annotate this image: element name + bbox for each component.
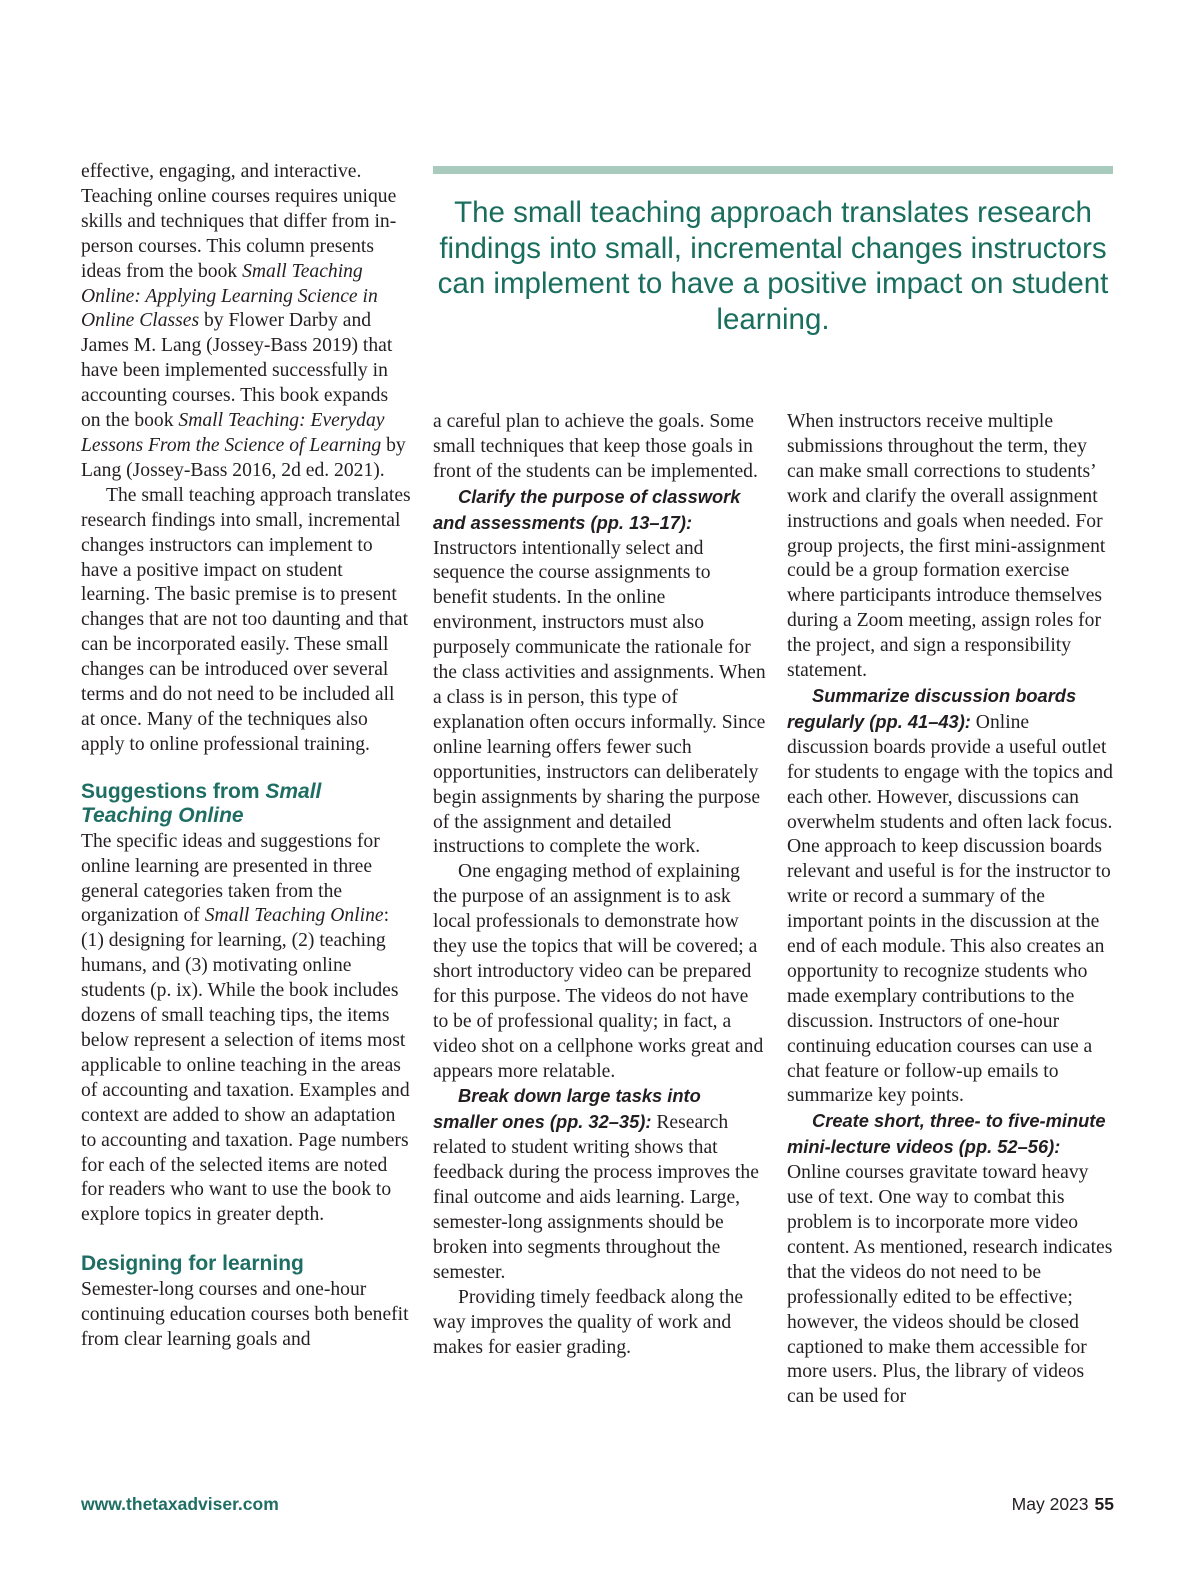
- body-paragraph: [433, 1084, 766, 1285]
- text: Research related to student writing shows that feedback during the process improves the final outcome and aids learning. Large, semester-long assignments should be broken into segments throughout the semester.: [433, 1112, 759, 1283]
- page-number: 55: [1094, 1494, 1114, 1514]
- text: Online discussion boards provide a useful outlet for students to engage with the topics and each other. However, discussions can overwhelm students and often lack focus. One approach to keep discussion boards relevant and useful is for the instructor to write or record a summary of the important points in the discussion at the end of each module. This also creates an opportunity to recognize students who made exemplary contributions to the discussion. Instructors of one-hour continuing education courses can use a chat feature or follow-up emails to summarize key points.: [787, 711, 1113, 1107]
- section-heading: [81, 780, 411, 828]
- body-paragraph: [433, 485, 766, 861]
- text: : (1) designing for learning, (2) teaching humans, and (3) motivating online students (p. ix). While the book includes dozens of small teaching tips, the items below represent a selection of items most applicable to online teaching in the areas of accounting and taxation. Examples and context are added to show an adaptation to accounting and taxation. Page numbers for each of the selected items are noted for readers who want to use the book to explore topics in greater depth.: [81, 905, 410, 1226]
- section-heading: Designing for learning: [81, 1252, 304, 1276]
- body-paragraph: When instructors receive multiple submissions throughout the term, they can make small corrections to students’ work and clarify the overall assignment instructions and goals when needed. For group projects, the first mini-assignment could be a group formation exercise where participants introduce themselves during a Zoom meeting, assign roles for the project, and sign a responsibility statement.: [787, 411, 1106, 682]
- text: Online courses gravitate toward heavy use of text. One way to combat this problem is to incorporate more video content. As mentioned, research indicates that the videos do not need to be professionally edited to be effective; however, the videos should be closed captioned to make them accessible for more users. Plus, the library of videos can be used for: [787, 1162, 1113, 1408]
- column-2: [433, 410, 766, 1360]
- footer-date-page: [1012, 1494, 1114, 1515]
- book-title: Small Teaching: Everyday Lessons From the Science of Learning: [81, 410, 385, 456]
- run-in-heading: Break down large tasks into smaller ones (pp. 32–35):: [433, 1085, 701, 1133]
- pull-quote-rule: [433, 166, 1113, 174]
- run-in-heading: Summarize discussion boards regularly (pp. 41–43):: [787, 684, 1077, 732]
- text: by Flower Darby and James M. Lang (Jossey-Bass 2019) that have been implemented successfully in accounting courses. This book expands on the book: [81, 310, 393, 432]
- body-paragraph: [787, 1109, 1113, 1410]
- body-paragraph: The small teaching approach translates research findings into small, incremental changes instructors can implement to have a positive impact on student learning. The basic premise is to present changes that are not too daunting and that can be incorporated easily. These small changes can be introduced over several terms and do not need to be included all at once. Many of the techniques also apply to online professional training.: [81, 484, 411, 755]
- body-paragraph: [787, 684, 1113, 1109]
- pull-quote: The small teaching approach translates research findings into small, incremental changes instructors can implement to have a positive impact on student learning.: [437, 196, 1109, 336]
- body-paragraph: Providing timely feedback along the way improves the quality of work and makes for easier grading.: [433, 1286, 744, 1358]
- run-in-heading: Clarify the purpose of classwork and assessments (pp. 13–17):: [433, 485, 741, 533]
- body-paragraph: [81, 830, 411, 1229]
- issue-date: May 2023: [1011, 1494, 1089, 1514]
- run-in-heading: Create short, three- to five-minute mini-lecture videos (pp. 52–56):: [787, 1110, 1106, 1158]
- text: The specific ideas and suggestions for online learning are presented in three general categories taken from the organization of: [81, 830, 380, 927]
- body-paragraph: Semester-long courses and one-hour continuing education courses both benefit from clear learning goals and: [81, 1279, 409, 1351]
- column-1: [81, 160, 411, 1353]
- text: Instructors intentionally select and sequence the course assignments to benefit students. In the online environment, instructors must also purposely communicate the rationale for the class activities and assignments. When a class is in person, this type of explanation often occurs informally. Since online learning offers fewer such opportunities, instructors can deliberately begin assignments by sharing the purpose of the assignment and detailed instructions to complete the work.: [433, 537, 766, 858]
- text: effective, engaging, and interactive. Teaching online courses requires unique skills and techniques that differ from in-person courses. This column presents ideas from the book: [81, 161, 397, 282]
- book-title: Small Teaching Online: Applying Learning Science in Online Classes: [81, 260, 378, 332]
- footer-url[interactable]: www.thetaxadviser.com: [81, 1494, 279, 1514]
- text: by Lang (Jossey-Bass 2016, 2d ed. 2021).: [81, 434, 406, 481]
- body-paragraph: One engaging method of explaining the purpose of an assignment is to ask local professionals to demonstrate how they use the topics that will be covered; a short introductory video can be prepared for this purpose. The videos do not have to be of professional quality; in fact, a video shot on a cellphone works great and appears more relatable.: [433, 861, 764, 1082]
- book-title: Small Teaching Online: [81, 779, 322, 827]
- body-paragraph: a careful plan to achieve the goals. Some small techniques that keep those goals in front of the students can be implemented.: [433, 411, 758, 482]
- intro-paragraph: [81, 160, 411, 484]
- text: Suggestions from: [81, 779, 266, 803]
- column-3: [787, 410, 1113, 1410]
- book-title: Small Teaching Online: [204, 905, 384, 927]
